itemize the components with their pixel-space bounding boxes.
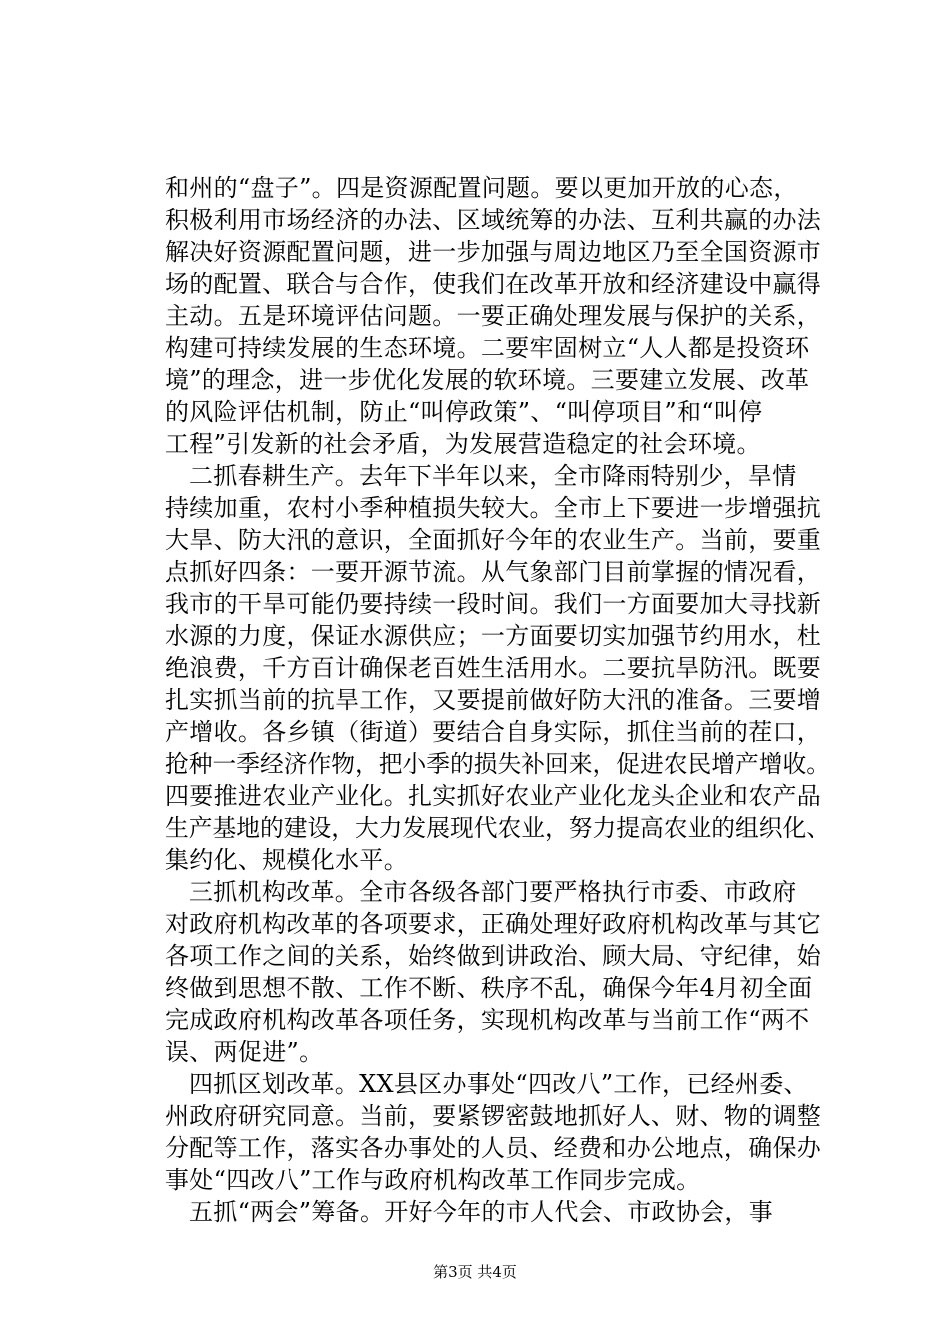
text-line: 分配等工作，落实各办事处的人员、经费和办公地点，确保办 [165,1134,822,1162]
text-line: 的风险评估机制，防止“叫停政策”、“叫停项目”和“叫停 [165,398,763,426]
page-number-label: 第3页 共4页 [433,1263,517,1281]
text-line: 扎实抓当前的抗旱工作，又要提前做好防大汛的准备。三要增 [165,686,822,714]
text-line: 我市的干旱可能仍要持续一段时间。我们一方面要加大寻找新 [165,590,822,618]
text-line: 构建可持续发展的生态环境。二要牢固树立“人人都是投资环 [165,334,810,362]
text-line: 四要推进农业产业化。扎实抓好农业产业化龙头企业和农产品 [165,782,822,810]
text-line: 抢种一季经济作物，把小季的损失补回来，促进农民增产增收。 [165,750,831,778]
text-line: 五抓“两会”筹备。开好今年的市人代会、市政协会，事 [189,1198,774,1226]
text-line: 各项工作之间的关系，始终做到讲政治、顾大局、守纪律，始 [165,942,822,970]
text-line: 误、两促进”。 [165,1038,324,1066]
text-line: 二抓春耕生产。去年下半年以来，全市降雨特别少，旱情 [189,462,797,490]
text-line: 场的配置、联合与合作，使我们在改革开放和经济建设中赢得 [165,270,822,298]
document-body [165,172,830,1228]
text-line: 和州的“盘子”。四是资源配置问题。要以更加开放的心态， [165,174,798,202]
text-line: 完成政府机构改革各项任务，实现机构改革与当前工作“两不 [165,1006,810,1034]
text-line: 工程”引发新的社会矛盾，为发展营造稳定的社会环境。 [165,430,761,458]
text-line: 事处“四改八”工作与政府机构改革工作同步完成。 [165,1166,701,1194]
text-line: 州政府研究同意。当前，要紧锣密鼓地抓好人、财、物的调整 [165,1102,822,1130]
text-line: 主动。五是环境评估问题。一要正确处理发展与保护的关系， [165,302,822,330]
text-line: 解决好资源配置问题，进一步加强与周边地区乃至全国资源市 [165,238,822,266]
text-line: 集约化、规模化水平。 [165,846,408,874]
text-line: 点抓好四条：一要开源节流。从气象部门目前掌握的情况看， [165,558,822,586]
text-line: 产增收。各乡镇（街道）要结合自身实际，抓住当前的茬口， [165,718,822,746]
text-line: 水源的力度，保证水源供应；一方面要切实加强节约用水，杜 [165,622,822,650]
text-line: 境”的理念，进一步优化发展的软环境。三要建立发展、改革 [165,366,810,394]
text-line: 绝浪费，千方百计确保老百姓生活用水。二要抗旱防汛。既要 [165,654,822,682]
text-line: 积极利用市场经济的办法、区域统筹的办法、互利共赢的办法 [165,206,822,234]
text-line: 四抓区划改革。XX县区办事处“四改八”工作，已经州委、 [189,1070,808,1098]
text-line: 三抓机构改革。全市各级各部门要严格执行市委、市政府 [189,878,797,906]
text-line: 大旱、防大汛的意识，全面抓好今年的农业生产。当前，要重 [165,526,822,554]
text-line: 对政府机构改革的各项要求，正确处理好政府机构改革与其它 [165,910,822,938]
text-line: 生产基地的建设，大力发展现代农业，努力提高农业的组织化、 [165,814,831,842]
text-line: 终做到思想不散、工作不断、秩序不乱，确保今年4月初全面 [165,974,813,1002]
page-footer [0,1262,950,1282]
text-line: 持续加重，农村小季种植损失较大。全市上下要进一步增强抗 [165,494,822,522]
